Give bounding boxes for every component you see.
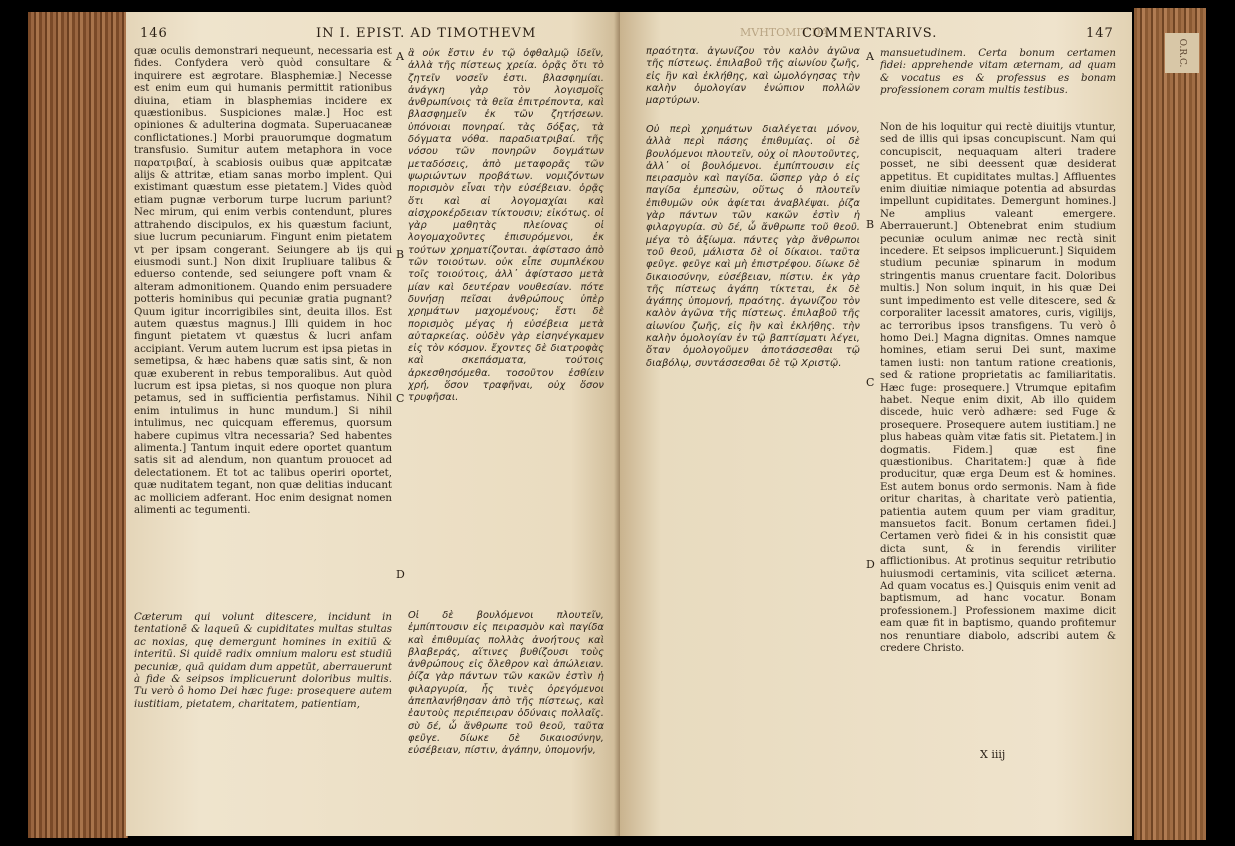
left-greek-column xyxy=(408,48,604,600)
open-book xyxy=(28,8,1206,840)
left-greek-text: ἃ οὐκ ἔστιν ἐν τῷ ὀφθαλμῷ ἰδεῖν, ἀλλὰ τῆς πίστεως χρεία. ὁρᾷς ὅτι τὸ ζητεῖν νοσεῖν ἐστι. βλασφημίαι. ἀνάγκη γὰρ τὸν λογισμοῖς ἀνθρωπίνοις τὰ θεῖα ἐπιτρέποντα, καὶ βλασφημεῖν ἐκ τῶν ζητήσεων. ὑπόνοιαι πονηραί. τὰς δόξας, τὰ δόγματα νόθα. παραδιατριβαί. τῆς νόσου τῶν πονηρῶν δογμάτων μεταδόσεις, ἀπὸ μεταφορᾶς τῶν ψωριώντων προβάτων. νομιζόντων πορισμὸν εἶναι τὴν εὐσέβειαν. ὁρᾷς ὅτι καὶ αἱ λογομαχίαι καὶ αἰσχροκέρδειαν τίκτουσιν; εἰκότως. οἱ γὰρ μαθητὰς πλείονας οἱ λογομαχοῦντες ἐπισυρόμενοι, ἐκ τούτων χρηματίζονται. ἀφίστασο ἀπὸ τῶν τοιούτων. οὐκ εἶπε συμπλέκου τοῖς τοιούτοις, ἀλλ᾽ ἀφίστασο μετὰ μίαν καὶ δευτέραν νουθεσίαν. πότε δυνήσῃ πεῖσαι ἀνθρώπους ὑπὲρ χρημάτων μαχομένους; ἔστι δὲ πορισμὸς μέγας ἡ εὐσέβεια μετὰ αὐταρκείας. οὐδὲν γὰρ εἰσηνέγκαμεν εἰς τὸν κόσμον. ἔχοντες δὲ διατροφὰς καὶ σκεπάσματα, τούτοις ἀρκεσθησόμεθα. τοσοῦτον ἐσθίειν χρή, ὅσον τραφῆναι, οὐχ ὅσον τρυφῆσαι. xyxy=(408,48,604,404)
right-running-head: COMMENTARIVS. xyxy=(802,26,938,41)
left-latin-column xyxy=(134,46,392,696)
right-marker-d: D xyxy=(866,558,875,571)
right-marker-c: C xyxy=(866,376,875,389)
left-marker-b: B xyxy=(396,248,405,261)
left-page xyxy=(126,12,620,836)
left-page-edges xyxy=(28,12,128,838)
right-marker-b: B xyxy=(866,218,875,231)
right-greek-text: Οὐ περὶ χρημάτων διαλέγεται μόνον, ἀλλὰ περὶ πάσης ἐπιθυμίας. οἱ δὲ βουλόμενοι πλουτεῖν, οὐχ οἱ πλουτοῦντες, ἀλλ᾽ οἱ βουλόμενοι. ἐμπίπτουσιν εἰς πειρασμὸν καὶ παγίδα. ὥσπερ γὰρ ὁ εἰς παγίδα ἐμπεσὼν, οὕτως ὁ πλουτεῖν ἐπιθυμῶν οὐκ ἀφίεται ἀναβλέψαι. ῥίζα γὰρ πάντων τῶν κακῶν ἐστὶν ἡ φιλαργυρία. σὺ δέ, ὦ ἄνθρωπε τοῦ θεοῦ. μέγα τὸ ἀξίωμα. πάντες γὰρ ἄνθρωποι τοῦ θεοῦ, μάλιστα δὲ οἱ δίκαιοι. ταῦτα φεῦγε. φεῦγε καὶ μὴ ἐπιστρέφου. δίωκε δὲ δικαιοσύνην, εὐσέβειαν, πίστιν. ἐκ γὰρ τῆς πίστεως ἀγάπη τίκτεται, ἐκ δὲ ἀγάπης ὑπομονή, πραότης. ἀγωνίζου τὸν καλὸν ἀγῶνα τῆς πίστεως. ἐπιλαβοῦ τῆς αἰωνίου ζωῆς, εἰς ἣν καὶ ἐκλήθης. τὴν καλὴν ὁμολογίαν ἐν τῷ βαπτίσματι λέγει, ὅταν ὁμολογοῦμεν ἀποτάσσεσθαι τῷ διαβόλῳ, συντάσσεσθαι δὲ τῷ Χριστῷ. xyxy=(646,124,860,369)
left-marker-c: C xyxy=(396,392,405,405)
right-ghost-head: MVHTOMIT DA xyxy=(740,26,829,39)
left-marker-a: A xyxy=(396,50,404,63)
left-latin-text: quæ oculis demonstrari nequeunt, necessaria est fides. Confydera verò quòd consultare & inquirere est ægrotare. Blasphemiæ.] Necesse est enim eum qui humanis permittit rationibus diuina, etiam in blasphemias incidere ex quæstionibus. Suspiciones malæ.] Hoc est opiniones & adulterina dogmata. Superuacaneæ conflictationes.] Morbi prauorumque dogmatum transfusio. Sumitur autem metaphora in voce παρατριβαί, à scabiosis ouibus quæ appitcatæ alijs & attritæ, etiam sanas morbo implent. Qui existimant quæstum esse pietatem.] Vides quòd etiam pugnæ verborum turpe lucrum pariunt? Nec mirum, qui enim verbis contendunt, plures attrahendo discipulos, ex his quæstum faciunt, siue lucrum pecuniarum. Fingunt enim pietatem vt per ipsam congerant. Seiungere ab ijs qui eiusmodi sunt.] Non dixit Irupliuare talibus & eduerso contende, sed seiungere poft vnam & alteram admonitionem. Quando enim persuadere potteris hominibus qui pecuniæ gratia pugnant? Quum igitur incorrigibiles sint, deuita illos. Est autem quæstus magnus.] Illi quidem in hoc fingunt pietatem vt quæstus & lucri anfam accipiant. Verum autem lucrum est ipsa pietas in semetipsa, & hæc habens quæ satis sint, & non quæ exuberent in rebus temporalibus. Aut quòd lucrum est ipsa pietas, si nos quoque non plura petamus, sed in sufficientia perfistamus. Nihil enim intulimus in hunc mundum.] Si nihil intulimus, nec quicquam efferemus, quorsum habere cupimus vltra necessaria? Sed habentes alimenta.] Tantum inquit edere oportet quantum satis sit ad alendum, non quantum prouocet ad delectationem. Et tot ac talibus operiri oportet, quæ nuditatem tegant, non quæ delitias inducant ac molliciem adferant. Hoc enim designat nomen alimenti ac tegumenti. xyxy=(134,46,392,517)
right-latin-column xyxy=(880,122,1116,692)
right-latin-italic-text: mansuetudinem. Certa bonum certamen fidei: apprehende vitam æternam, ad quam & vocatus es & professus es bonam professionem coram multis testibus. xyxy=(880,48,1116,97)
right-greek-column xyxy=(646,124,860,814)
left-page-number: 146 xyxy=(140,26,168,41)
signature-mark: X iiij xyxy=(980,748,1006,761)
right-page-number: 147 xyxy=(1086,26,1114,41)
right-greek-top-block xyxy=(646,46,860,126)
edge-label: O.R.C. xyxy=(1165,33,1199,73)
right-latin-italic-block xyxy=(880,48,1116,122)
right-marker-a: A xyxy=(866,50,874,63)
left-running-head: IN I. EPIST. AD TIMOTHEVM xyxy=(316,26,537,41)
left-latin-italic-block xyxy=(134,612,392,762)
right-greek-top-text: πραότητα. ἀγωνίζου τὸν καλὸν ἀγῶνα τῆς πίστεως. ἐπιλαβοῦ τῆς αἰωνίου ζωῆς, εἰς ἣν καὶ ἐκλήθης, καὶ ὡμολόγησας τὴν καλὴν ὁμολογίαν ἐνώπιον πολλῶν μαρτύρων. xyxy=(646,46,860,107)
right-latin-text: Non de his loquitur qui rectè diuitijs vtuntur, sed de illis qui ipsas concupiscunt. Nam qui concupiscit, nequaquam alteri tradere posset, ne sibi deessent quæ desiderat appetitus. Et cupiditates multas.] Affluentes enim diuitiæ nimiaque potentia ad absurdas impellunt cupiditates. Demergunt homines.] Ne amplius valeant emergere. Aberrauerunt.] Obtenebrat enim studium pecuniæ oculum animæ nec rectà sinit incedere. Et seipsos implicuerunt.] Siquidem studium pecuniæ spinarum in modum stringentis manus cruentare facit. Doloribus multis.] Non solum inquit, in his quæ Dei sunt impedimento est velle ditescere, sed & corporaliter lacessit amatores, curis, vigilijs, ac terroribus ipsos transfigens. Tu verò ô homo Dei.] Magna dignitas. Omnes namque homines, etiam serui Dei sunt, maxime tamen iusti: non tantum ratione creationis, sed & ratione proprietatis ac familiaritatis. Hæc fuge: prosequere.] Vtrumque epitafim habet. Neque enim dixit, Ab illo quidem discede, huic verò adhære: sed Fuge & prosequere. Prosequere autem iustitiam.] ne plus habeas quàm vitæ fatis sit. Pietatem.] in dogmatis. Fidem.] quæ est fine quæstionibus. Charitatem:] quæ à fide producitur, quæ erga Deum est & homines. Est autem bonus ordo sermonis. Nam à fide oritur charitas, à charitate verò patientia, patientia autem quum per viam graditur, mansuetos facit. Bonum certamen fidei.] Certamen verò fidei & in his consistit quæ dicta sunt, & in ferendis viriliter afflictionibus. At protinus sequitur retributio huiusmodi certaminis, vita scilicet æterna. Ad quam vocatus es.] Quisquis enim venit ad baptismum, ad hanc vocatur. Bonam professionem.] Professionem maxime dicit eam quæ fit in baptismo, quando profitemur nos renuntiare diabolo, adscribi autem & credere Christo. xyxy=(880,122,1116,655)
left-greek-bottom-block xyxy=(408,610,604,760)
left-latin-italic-text: Cæterum qui volunt ditescere, incidunt in tentationē & laqueū & cupiditates multas stultas ac noxias, quę demergunt homines in exitiū & interitū. Si quidē radix omnium maloru est studiū pecuniæ, quā quidam dum appetūt, aberrauerunt à fide & seipsos implicuerunt doloribus multis. Tu verò ô homo Dei hæc fuge: prosequere autem iustitiam, pietatem, charitatem, patientiam, xyxy=(134,612,392,710)
left-marker-d: D xyxy=(396,568,405,581)
right-page xyxy=(620,12,1132,836)
right-page-edges xyxy=(1134,8,1206,840)
left-greek-bottom-text: Οἱ δὲ βουλόμενοι πλουτεῖν, ἐμπίπτουσιν εἰς πειρασμὸν καὶ παγίδα καὶ ἐπιθυμίας πολλὰς ἀνοήτους καὶ βλαβεράς, αἵτινες βυθίζουσι τοὺς ἀνθρώπους εἰς ὄλεθρον καὶ ἀπώλειαν. ῥίζα γὰρ πάντων τῶν κακῶν ἐστὶν ἡ φιλαργυρία, ἧς τινὲς ὀρεγόμενοι ἀπεπλανήθησαν ἀπὸ τῆς πίστεως, καὶ ἑαυτοὺς περιέπειραν ὀδύναις πολλαῖς. σὺ δέ, ὦ ἄνθρωπε τοῦ θεοῦ, ταῦτα φεῦγε. δίωκε δὲ δικαιοσύνην, εὐσέβειαν, πίστιν, ἀγάπην, ὑπομονήν, xyxy=(408,610,604,757)
